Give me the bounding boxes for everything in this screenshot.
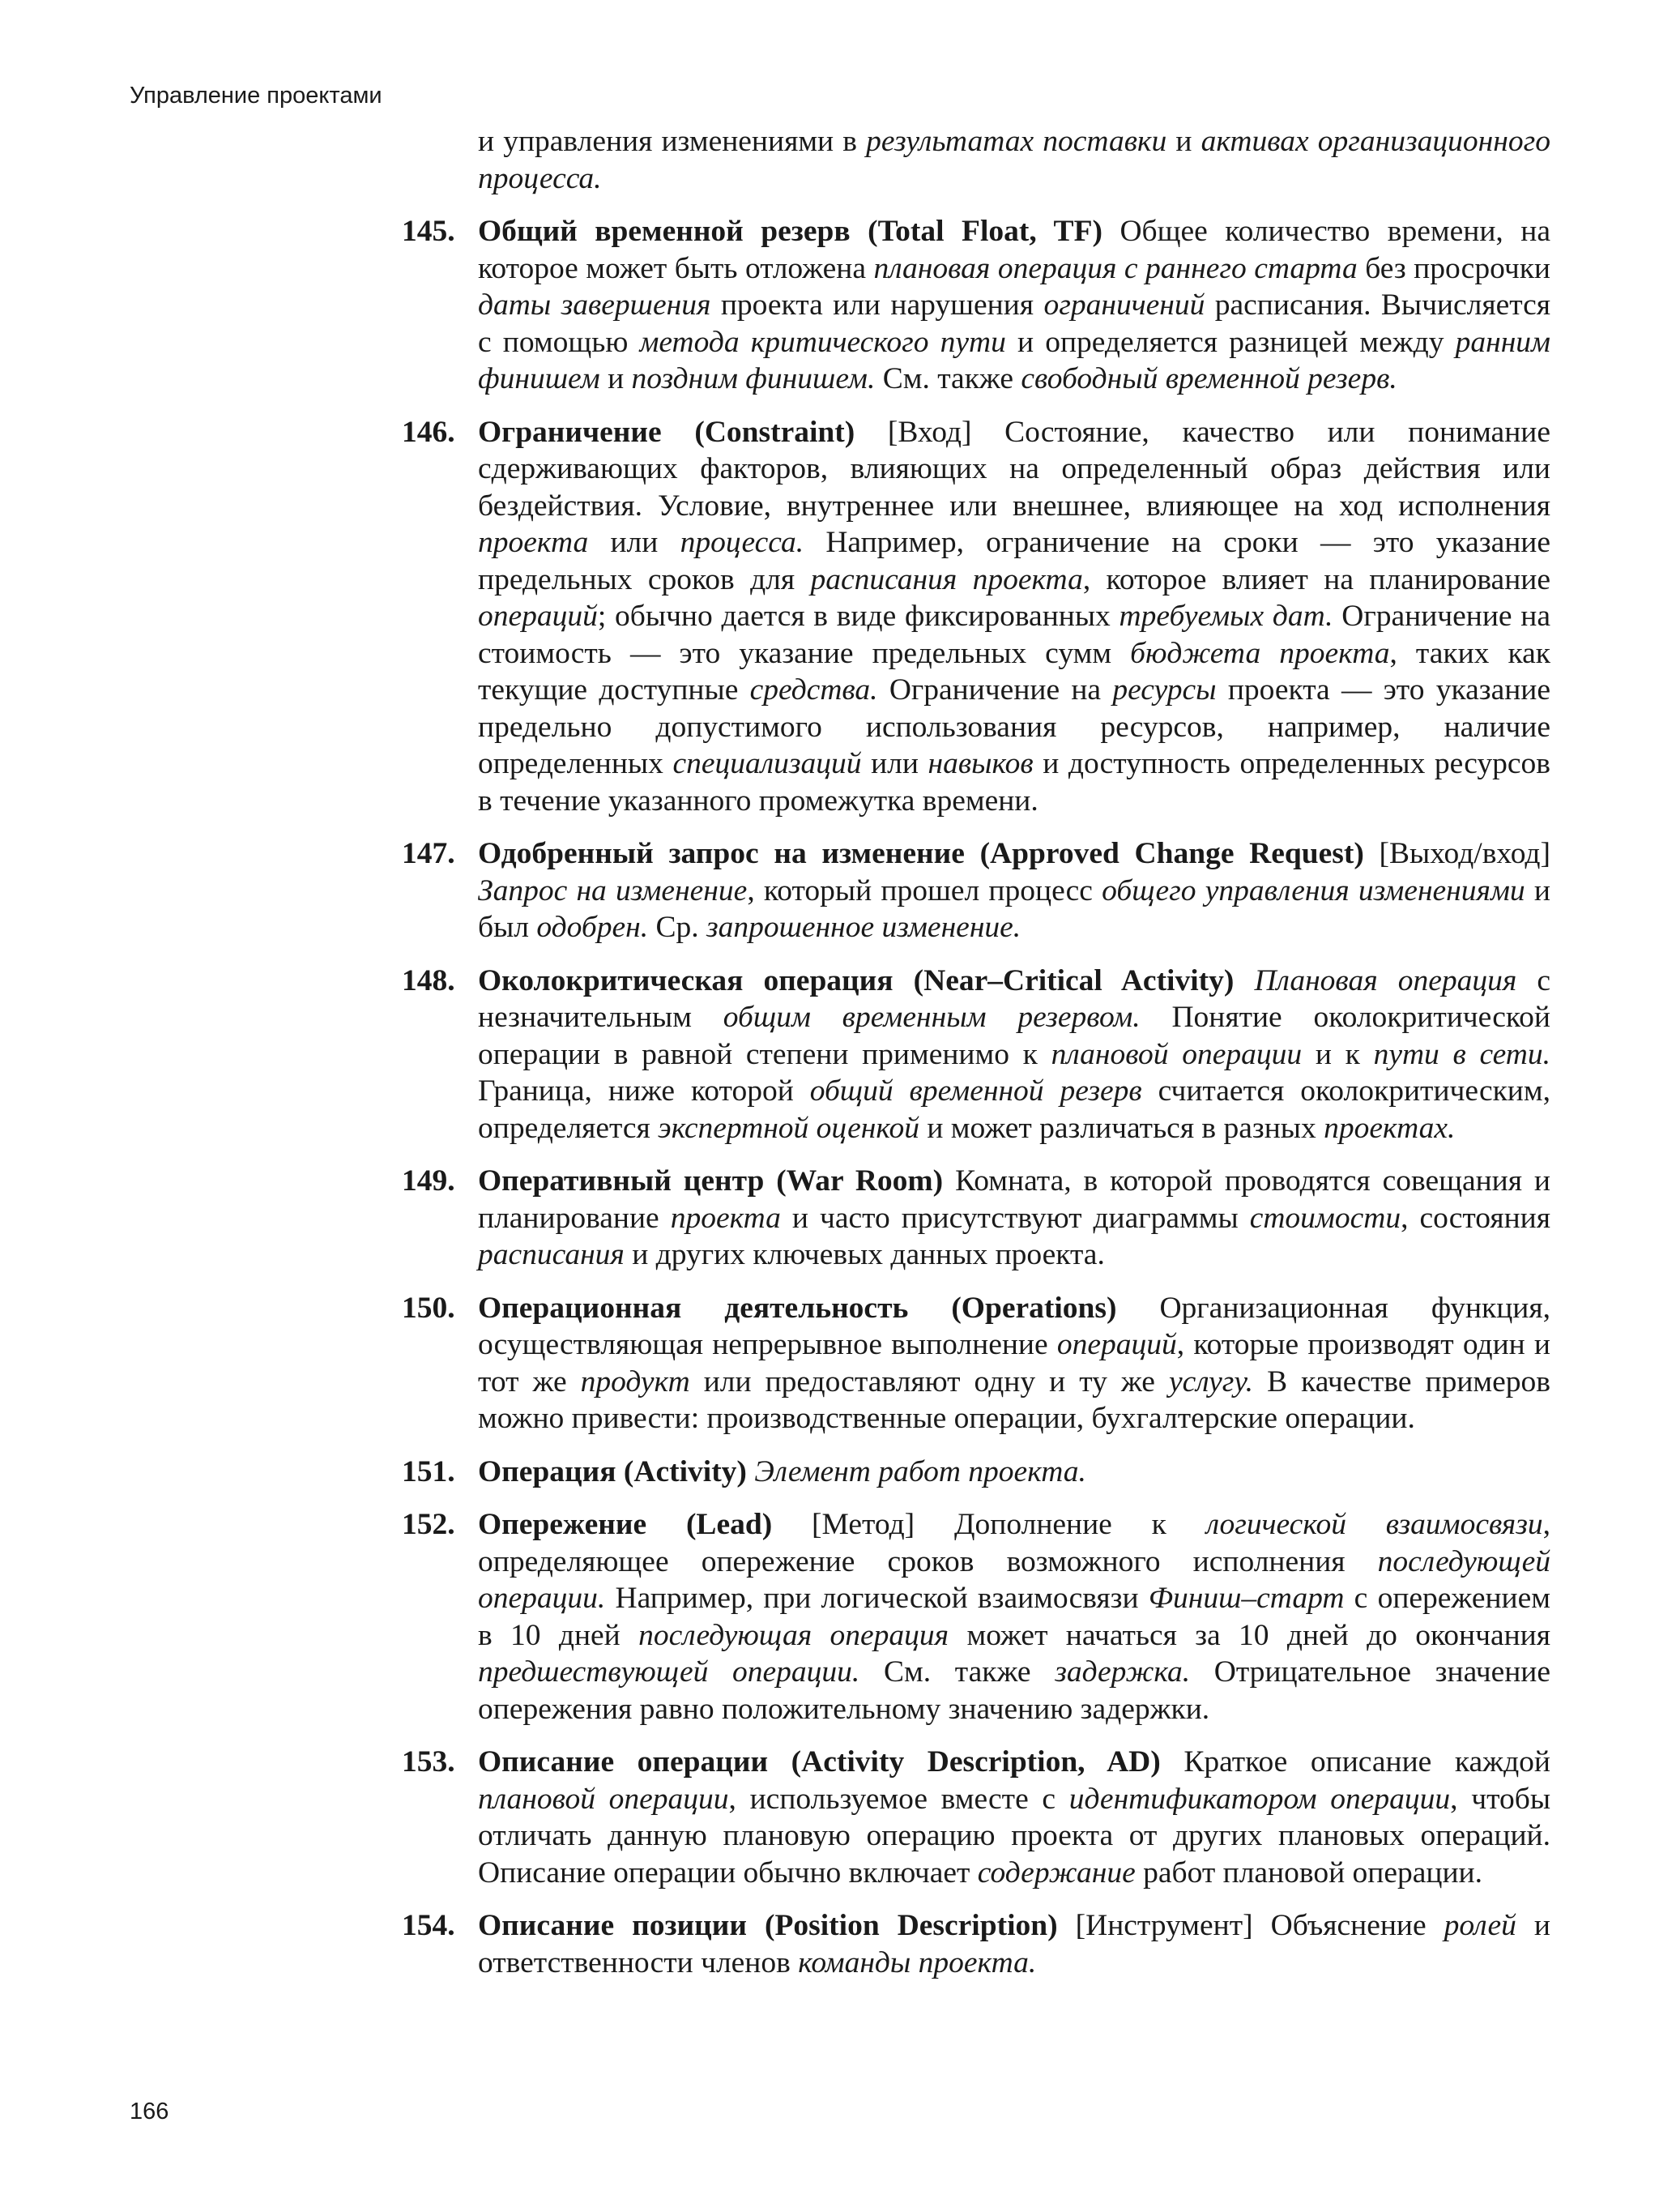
glossary-entry-146: 146. Ограничение (Constraint) [Вход] Состояние, качество или понимание сдерживающих факторов, влияющих на определенный образ действия или бездействия. Условие, внутреннее или внешнее, влияющее на ход исполнения проекта или процесса. Например, ограничение на сроки — это указание предельных сроков для расписания проекта, которое влияет на планирование операций; обычно дается в виде фиксированных требуемых дат. Ограничение на стоимость — это указание предельных сумм бюджета проекта, таких как текущие доступные средства. Ограничение на ресурсы проекта — это указание предельно допустимого использования ресурсов, например, наличие определенных специализаций или навыков и доступность определенных ресурсов в течение указанного промежутка времени. bbox=[402, 415, 1550, 818]
entry-number: 146. bbox=[402, 415, 455, 449]
glossary-column bbox=[402, 123, 1550, 1997]
entry-number: 150. bbox=[402, 1291, 455, 1325]
entry-number: 145. bbox=[402, 215, 455, 248]
entry-number: 148. bbox=[402, 963, 455, 997]
glossary-entry-145: 145. Общий временной резерв (Total Float, TF) Общее количество времени, на которое может быть отложена плановая операция с раннего старта без просрочки даты завершения проекта или нарушения ограничений расписания. Вычисляется с помощью метода критического пути и определяется разницей между ранним финишем и поздним финишем. См. также свободный временной резерв. bbox=[402, 215, 1550, 395]
entry-term: Общий временной резерв (Total Float, TF) bbox=[478, 215, 1102, 248]
entry-number: 151. bbox=[402, 1454, 455, 1488]
entry-number: 152. bbox=[402, 1508, 455, 1541]
entry-term: Ограничение (Constraint) bbox=[478, 415, 855, 449]
entry-number: 153. bbox=[402, 1745, 455, 1779]
entry-term: Операция (Activity) bbox=[478, 1454, 747, 1488]
glossary-entry-152: 152. Опережение (Lead) [Метод] Дополнение к логической взаимосвязи, определяющее опережение сроков возможного исполнения последующей операции. Например, при логической взаимосвязи Финиш–старт с опережением в 10 дней последующая операция может начаться за 10 дней до окончания предшествующей операции. См. также задержка. Отрицательное значение опережения равно положительному значению задержки. bbox=[402, 1508, 1551, 1726]
running-head: Управление проектами bbox=[130, 83, 382, 109]
entry-term: Описание позиции (Position Description) bbox=[478, 1909, 1058, 1942]
entry-number: 149. bbox=[402, 1164, 455, 1198]
glossary-entry-154: 154. Описание позиции (Position Description) [Инструмент] Объяснение ролей и ответственности членов команды проекта. bbox=[402, 1909, 1551, 1979]
glossary-entry-150: 150. Операционная деятельность (Operations) Организационная функция, осуществляющая непрерывное выполнение операций, которые производят один и тот же продукт или предоставляют одну и ту же услугу. В качестве примеров можно привести: производственные операции, бухгалтерские операции. bbox=[402, 1291, 1550, 1435]
glossary-entry-149: 149. Оперативный центр (War Room) Комната, в которой проводятся совещания и планирование проекта и часто присутствуют диаграммы стоимости, состояния расписания и других ключевых данных проекта. bbox=[402, 1164, 1550, 1271]
glossary-entry-151: 151. Операция (Activity) Элемент работ проекта. bbox=[402, 1454, 1550, 1491]
entry-number: 147. bbox=[402, 837, 455, 870]
entry-term: Одобренный запрос на изменение (Approved Change Request) bbox=[478, 837, 1364, 870]
glossary-entry-153: 153. Описание операции (Activity Description, AD) Краткое описание каждой плановой операции, используемое вместе с идентификатором операции, чтобы отличать данную плановую операцию проекта от других плановых операций. Описание операции обычно включает содержание работ плановой операции. bbox=[402, 1745, 1551, 1890]
entry-term: Оперативный центр (War Room) bbox=[478, 1164, 944, 1198]
entry-term: Опережение (Lead) bbox=[478, 1508, 773, 1541]
entry-number: 154. bbox=[402, 1909, 455, 1942]
entry-term: Околокритическая операция (Near–Critical Activity) bbox=[478, 963, 1235, 997]
page-number: 166 bbox=[130, 2099, 169, 2124]
glossary-entry-148: 148. Околокритическая операция (Near–Critical Activity) Плановая операция с незначительным общим временным резервом. Понятие околокритической операции в равной степени применимо к плановой операции и к пути в сети. Граница, ниже которой общий временной резерв считается околокритическим, определяется экспертной оценкой и может различаться в разных проектах. bbox=[402, 963, 1550, 1145]
entry-term: Операционная деятельность (Operations) bbox=[478, 1291, 1117, 1325]
glossary-entry-147: 147. Одобренный запрос на изменение (Approved Change Request) [Выход/вход] Запрос на изменение, который прошел процесс общего управления изменениями и был одобрен. Ср. запрошенное изменение. bbox=[402, 837, 1550, 944]
entry-term: Описание операции (Activity Description, AD) bbox=[478, 1745, 1161, 1779]
continuation-text: и управления изменениями в результатах поставки и активах организационного процесса. bbox=[478, 125, 1550, 195]
